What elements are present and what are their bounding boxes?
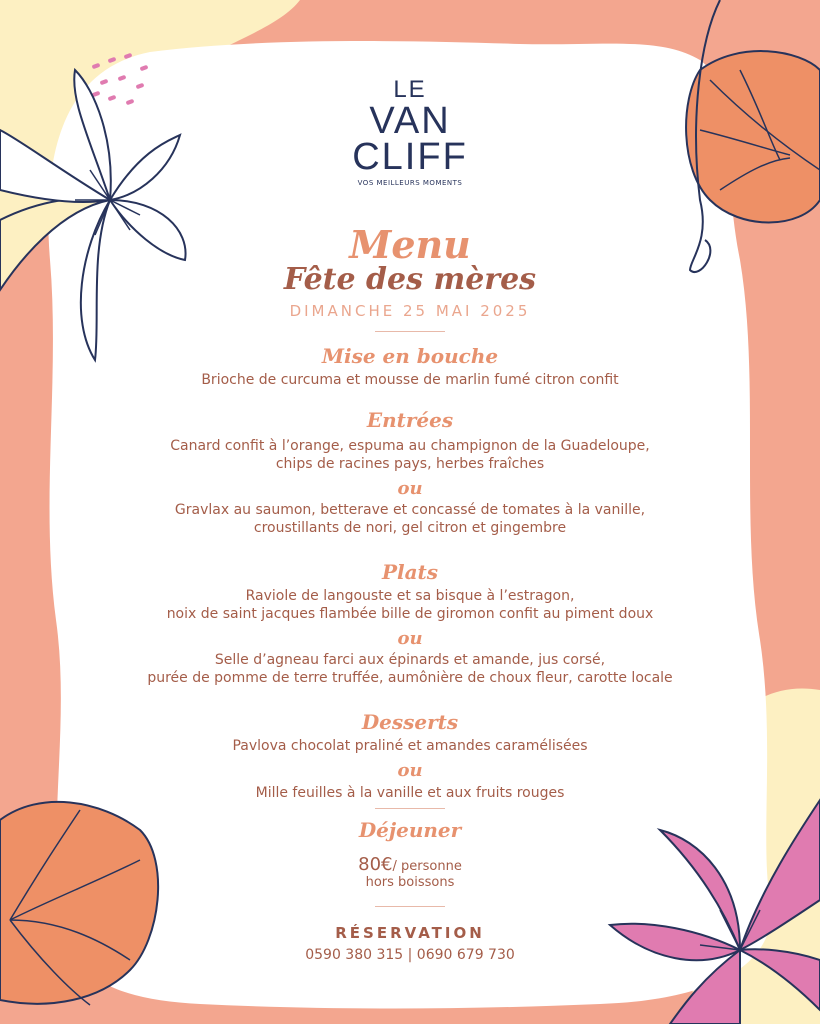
or-separator: ou xyxy=(397,478,423,499)
price-value: 80€ xyxy=(358,854,393,875)
price-unit: / personne xyxy=(392,859,462,874)
menu-item: Raviole de langouste et sa bisque à l’estragon, xyxy=(245,588,575,604)
price-line xyxy=(0,854,820,875)
menu-item: Mille feuilles à la vanille et aux fruits rouges xyxy=(255,785,565,801)
section-title-mise-en-bouche: Mise en bouche xyxy=(321,344,499,368)
menu-item: Brioche de curcuma et mousse de marlin fumé citron confit xyxy=(201,372,619,388)
menu-date: DIMANCHE 25 MAI 2025 xyxy=(289,302,531,320)
logo-cliff: CLIFF xyxy=(352,136,468,178)
divider xyxy=(375,906,445,907)
section-title-entrees: Entrées xyxy=(366,408,454,432)
or-separator: ou xyxy=(397,628,423,649)
menu-item: Canard confit à l’orange, espuma au champignon de la Guadeloupe, xyxy=(170,438,650,454)
reservation-phones[interactable]: 0590 380 315 | 0690 679 730 xyxy=(305,947,515,963)
divider xyxy=(375,331,445,332)
menu-item: purée de pomme de terre truffée, aumônière de choux fleur, carotte locale xyxy=(147,670,673,686)
price-note: hors boissons xyxy=(365,875,455,890)
menu-item: Pavlova chocolat praliné et amandes caramélisées xyxy=(232,738,588,754)
divider xyxy=(375,808,445,809)
menu-item: croustillants de nori, gel citron et gingembre xyxy=(253,520,567,536)
logo-van: VAN xyxy=(369,100,451,142)
logo-tagline: VOS MEILLEURS MOMENTS xyxy=(357,179,463,187)
menu-title: Menu xyxy=(349,222,471,267)
menu-item: noix de saint jacques flambée bille de giromon confit au piment doux xyxy=(166,606,654,622)
or-separator: ou xyxy=(397,760,423,781)
section-title-plats: Plats xyxy=(381,560,439,584)
section-title-dejeuner: Déjeuner xyxy=(358,818,462,842)
logo-le: LE xyxy=(393,76,427,103)
section-title-desserts: Desserts xyxy=(361,710,459,734)
menu-item: Gravlax au saumon, betterave et concassé de tomates à la vanille, xyxy=(174,502,646,518)
menu-subtitle: Fête des mères xyxy=(283,262,537,297)
menu-item: chips de racines pays, herbes fraîches xyxy=(275,456,545,472)
menu-item: Selle d’agneau farci aux épinards et amande, jus corsé, xyxy=(214,652,606,668)
reservation-title: RÉSERVATION xyxy=(335,924,485,942)
